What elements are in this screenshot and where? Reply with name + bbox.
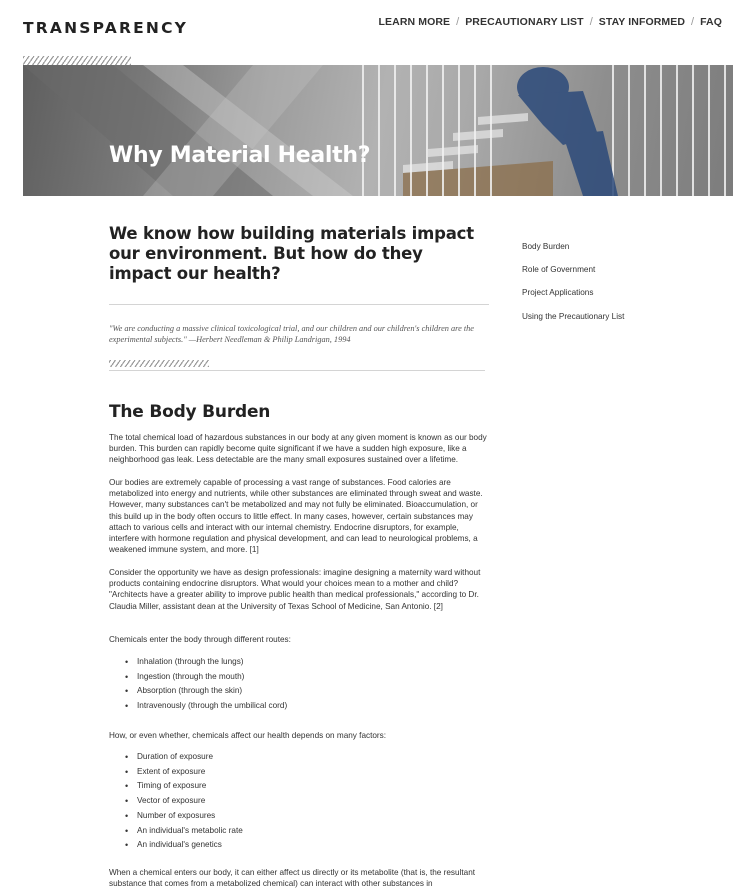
body-paragraph: Consider the opportunity we have as design professionals: imagine designing a maternity ward without products containing endocrine disruptors. What would your choices mean to a mother and child? "Architects have a greater ability to improve public health than medical professionals," according to Dr. Claudia Miller, assistant dean at the University of Texas School of Medicine, San Antonio. [2] bbox=[109, 568, 481, 611]
decorative-hatch bbox=[109, 360, 209, 367]
list-item: • An individual's genetics bbox=[109, 838, 243, 853]
list-item: • Number of exposures bbox=[109, 809, 243, 824]
list-item: • An individual's metabolic rate bbox=[109, 824, 243, 839]
list-item: • Duration of exposure bbox=[109, 750, 243, 765]
nav-faq[interactable]: FAQ bbox=[700, 16, 722, 28]
nav-precautionary-list[interactable]: PRECAUTIONARY LIST bbox=[465, 16, 584, 28]
divider bbox=[109, 370, 485, 371]
body-paragraph: When a chemical enters our body, it can either affect us directly or its metabolite (that is, the resultant substance that comes from a metabolized chemical) can interact with other substances in bbox=[109, 868, 476, 889]
section-nav bbox=[522, 242, 624, 335]
nav-separator: / bbox=[589, 16, 593, 28]
decorative-hatch bbox=[23, 56, 131, 65]
hero-staircase-image bbox=[23, 65, 733, 196]
sidebar-link-body-burden[interactable]: Body Burden bbox=[522, 242, 570, 251]
main-nav bbox=[379, 16, 722, 28]
section-title: The Body Burden bbox=[109, 402, 271, 422]
routes-list bbox=[109, 655, 287, 714]
list-item: • Extent of exposure bbox=[109, 765, 243, 780]
list-item: • Vector of exposure bbox=[109, 794, 243, 809]
factors-list bbox=[109, 750, 243, 853]
list-item: • Absorption (through the skin) bbox=[109, 684, 287, 699]
pull-quote: "We are conducting a massive clinical toxicological trial, and our children and our children's children are the experimental subjects." —Herbert Needleman & Philip Landrigan, 1994 bbox=[109, 324, 474, 344]
sidebar-link-project-applications[interactable]: Project Applications bbox=[522, 288, 594, 298]
main-content bbox=[109, 224, 489, 367]
list-item: • Inhalation (through the lungs) bbox=[109, 655, 287, 670]
nav-learn-more[interactable]: LEARN MORE bbox=[378, 16, 451, 28]
nav-separator: / bbox=[691, 16, 695, 28]
body-paragraph: Chemicals enter the body through different routes: bbox=[109, 635, 291, 644]
site-header bbox=[0, 0, 750, 56]
nav-stay-informed[interactable]: STAY INFORMED bbox=[598, 16, 686, 28]
list-item: • Timing of exposure bbox=[109, 779, 243, 794]
sidebar-link-precautionary-list[interactable]: Using the Precautionary List bbox=[522, 311, 625, 321]
body-paragraph: How, or even whether, chemicals affect our health depends on many factors: bbox=[109, 731, 387, 740]
sidebar-link-role-of-government[interactable]: Role of Government bbox=[522, 265, 596, 275]
site-logo[interactable]: TRANSPARENCY bbox=[23, 19, 189, 37]
intro-heading: We know how building materials impact our environment. But how do they impact our health? bbox=[109, 224, 474, 283]
body-paragraph: Our bodies are extremely capable of processing a vast range of substances. Food calories are metabolized into energy and nutrients, while other substances are eliminated through sweat and waste. However, many substances can't be metabolized and may not fully be eliminated. Bioaccumulation, or this build up in the body often occurs to little effect. In many cases, however, certain substances may attach to various cells and interact with our internal chemistry. Endocrine disruptors, for example, interfere with hormone regulation and physical development, and can lead to neurological problems, a weakened immune system, and more. [1] bbox=[109, 478, 483, 555]
body-paragraph: The total chemical load of hazardous substances in our body at any given moment is known as our body burden. This burden can rapidly become quite significant if we have a sudden high exposure, like a neighborhood gas leak. Less detectable are the many small exposures sustained over a lifetime. bbox=[109, 433, 487, 465]
list-item: • Ingestion (through the mouth) bbox=[109, 670, 287, 685]
page-title: Why Material Health? bbox=[109, 143, 371, 168]
divider bbox=[109, 304, 489, 305]
nav-separator: / bbox=[456, 16, 460, 28]
list-item: • Intravenously (through the umbilical cord) bbox=[109, 699, 287, 714]
hero-banner bbox=[23, 65, 733, 196]
